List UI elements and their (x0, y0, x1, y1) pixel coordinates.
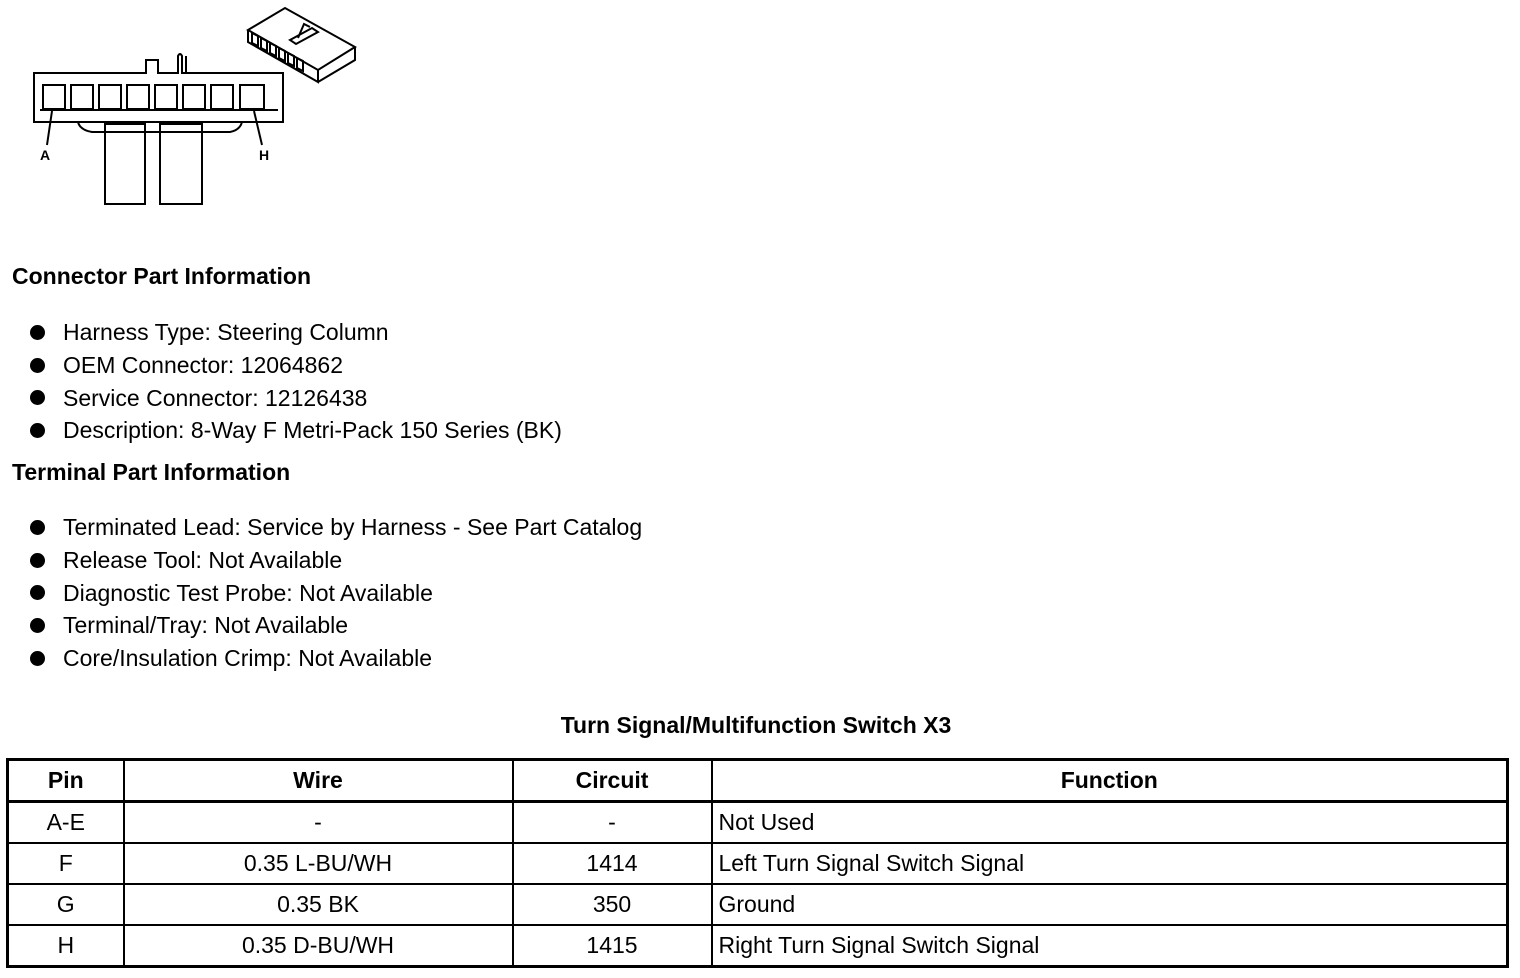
list-item (28, 609, 642, 642)
cell-wire: 0.35 D-BU/WH (124, 925, 513, 967)
cell-pin: H (8, 925, 124, 967)
cell-wire: - (124, 802, 513, 844)
cell-wire: 0.35 L-BU/WH (124, 843, 513, 884)
cell-pin: A-E (8, 802, 124, 844)
connector-info-list (28, 316, 562, 447)
list-item-text: OEM Connector: 12064862 (63, 351, 344, 378)
list-item (28, 642, 642, 675)
terminal-info-heading: Terminal Part Information (12, 459, 291, 485)
bullet-icon (30, 358, 45, 373)
table-row (8, 884, 1508, 925)
list-item-text: Release Tool: Not Available (63, 546, 343, 573)
cell-pin: F (8, 843, 124, 884)
list-item-text: Terminal/Tray: Not Available (63, 612, 349, 639)
list-item-text: Description: 8-Way F Metri-Pack 150 Series (BK) (63, 417, 562, 444)
table-title: Turn Signal/Multifunction Switch X3 (560, 712, 952, 738)
bullet-icon (30, 651, 45, 666)
table-header-row (8, 760, 1508, 802)
cell-circuit: 1415 (513, 925, 712, 967)
cell-function: Left Turn Signal Switch Signal (712, 843, 1508, 884)
cell-pin: G (8, 884, 124, 925)
cell-wire: 0.35 BK (124, 884, 513, 925)
list-item-text: Terminated Lead: Service by Harness - See Part Catalog (63, 514, 643, 540)
cell-function: Ground (712, 884, 1508, 925)
list-item-text: Diagnostic Test Probe: Not Available (63, 579, 433, 606)
cell-function: Not Used (712, 802, 1508, 844)
list-item (28, 577, 642, 610)
bullet-icon (30, 423, 45, 438)
list-item (28, 544, 642, 577)
bullet-icon (30, 553, 45, 568)
connector-illustration (0, 0, 380, 215)
connector-info-heading: Connector Part Information (12, 263, 312, 289)
cell-circuit: - (513, 802, 712, 844)
bullet-icon (30, 390, 45, 405)
table-row (8, 925, 1508, 967)
column-header-circuit: Circuit (513, 760, 712, 802)
callout-a-label: A (40, 147, 51, 163)
cell-function: Right Turn Signal Switch Signal (712, 925, 1508, 967)
column-header-pin: Pin (8, 760, 124, 802)
list-item (28, 316, 562, 349)
callout-h-label: H (259, 147, 270, 163)
terminal-info-list (28, 511, 642, 675)
bullet-icon (30, 585, 45, 600)
column-header-wire: Wire (124, 760, 513, 802)
table-row (8, 802, 1508, 844)
bullet-icon (30, 325, 45, 340)
cell-circuit: 350 (513, 884, 712, 925)
table-row (8, 843, 1508, 884)
bullet-icon (30, 520, 45, 535)
bullet-icon (30, 618, 45, 633)
list-item-text: Harness Type: Steering Column (63, 319, 389, 345)
column-header-function: Function (712, 760, 1508, 802)
pin-table (6, 758, 1509, 968)
list-item (28, 382, 562, 415)
list-item (28, 511, 642, 544)
cell-circuit: 1414 (513, 843, 712, 884)
list-item (28, 349, 562, 382)
list-item-text: Core/Insulation Crimp: Not Available (63, 645, 433, 672)
list-item (28, 414, 562, 447)
list-item-text: Service Connector: 12126438 (63, 384, 368, 411)
